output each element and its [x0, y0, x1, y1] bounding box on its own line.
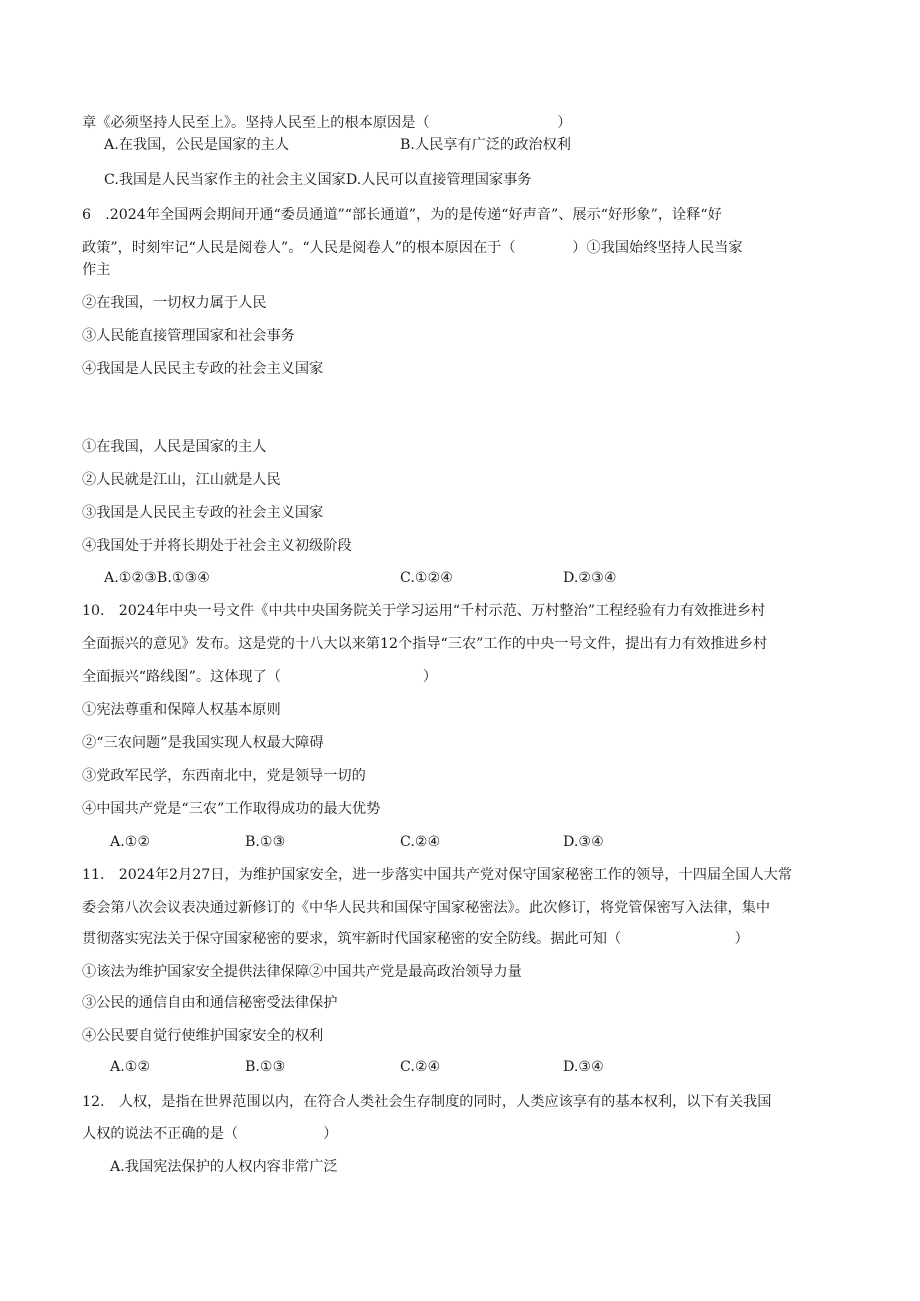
- q9-item-4: ④我国处于并将长期处于社会主义初级阶段: [82, 538, 352, 554]
- q11-option-b: B.①③: [245, 1059, 286, 1075]
- q11-stem-line-2: 委会第八次会议表决通过新修订的《中华人民共和国保守国家秘密法》。此次修订，将党管保密写入法律，集中: [82, 900, 771, 916]
- q10-stem-line-2: 全面振兴的意见》发布。这是党的十八大以来第12个指导“三农”工作的中央一号文件，提出有力有效推进乡村: [82, 636, 768, 652]
- q10-option-a: A.①②: [110, 834, 151, 850]
- q11-item-1-2: ①该法为维护国家安全提供法律保障②中国共产党是最高政治领导力量: [82, 964, 522, 980]
- q10-item-2: ②“三农问题”是我国实现人权最大障碍: [82, 735, 324, 751]
- q11-item-3: ③公民的通信自由和通信秘密受法律保护: [82, 995, 338, 1011]
- q5-option-b: B.人民享有广泛的政治权利: [400, 137, 571, 153]
- q10-item-3: ③党政军民学，东西南北中，党是领导一切的: [82, 768, 366, 784]
- q10-stem-line-1: 10. 2024年中央一号文件《中共中央国务院关于学习运用“千村示范、万村整治”工程经验有力有效推进乡村: [82, 603, 766, 619]
- q11-item-4: ④公民要自觉行使维护国家安全的权利: [82, 1028, 324, 1044]
- q10-stem-line-3: 全面振兴“路线图”。这体现了（ ）: [82, 669, 438, 685]
- q11-option-c: C.②④: [400, 1059, 441, 1075]
- q10-item-4: ④中国共产党是“三农”工作取得成功的最大优势: [82, 801, 381, 817]
- q10-option-c: C.②④: [400, 834, 441, 850]
- q11-stem-line-1: 11. 2024年2月27日，为维护国家安全，进一步落实中国共产党对保守国家秘密工作的领导，十四届全国人大常: [82, 867, 793, 883]
- q6-stem-line-1: 6 .2024年全国两会期间开通“委员通道”“部长通道”，为的是传递“好声音”、展示“好形象”，诠释“好: [82, 207, 722, 223]
- q5-option-cd: C.我国是人民当家作主的社会主义国家D.人民可以直接管理国家事务: [104, 172, 532, 188]
- q9-option-d: D.②③④: [563, 570, 617, 586]
- q12-stem-line-2: 人权的说法不正确的是（ ）: [82, 1126, 338, 1142]
- q9-item-1: ①在我国，人民是国家的主人: [82, 439, 267, 455]
- q9-item-2: ②人民就是江山，江山就是人民: [82, 472, 281, 488]
- q12-stem-line-1: 12. 人权，是指在世界范围以内，在符合人类社会生存制度的同时，人类应该享有的基本权利，以下有关我国: [82, 1094, 772, 1110]
- q9-option-ab: A.①②③B.①③④: [104, 570, 211, 586]
- q10-option-b: B.①③: [245, 834, 286, 850]
- q6-item-3: ③人民能直接管理国家和社会事务: [82, 328, 295, 344]
- q9-item-3: ③我国是人民民主专政的社会主义国家: [82, 505, 324, 521]
- q11-option-a: A.①②: [110, 1059, 151, 1075]
- q5-option-a: A.在我国，公民是国家的主人: [104, 137, 290, 153]
- q6-item-4: ④我国是人民民主专政的社会主义国家: [82, 361, 324, 377]
- q5-stem: 章《必须坚持人民至上》。坚持人民至上的根本原因是（ ）: [82, 115, 572, 131]
- q6-item-2: ②在我国，一切权力属于人民: [82, 295, 267, 311]
- q9-option-c: C.①②④: [400, 570, 454, 586]
- q6-stem-line-3: 作主: [82, 262, 111, 278]
- q10-item-1: ①宪法尊重和保障人权基本原则: [82, 702, 281, 718]
- q12-option-a: A.我国宪法保护的人权内容非常广泛: [110, 1159, 338, 1175]
- q10-option-d: D.③④: [563, 834, 604, 850]
- q6-stem-line-2: 政策”，时刻牢记“人民是阅卷人”。“人民是阅卷人”的根本原因在于（ ）①我国始终坚持人民当家: [82, 240, 743, 256]
- q11-option-d: D.③④: [563, 1059, 604, 1075]
- q11-stem-line-3: 贯彻落实宪法关于保守国家秘密的要求，筑牢新时代国家秘密的安全防线。据此可知（ ）: [82, 931, 749, 947]
